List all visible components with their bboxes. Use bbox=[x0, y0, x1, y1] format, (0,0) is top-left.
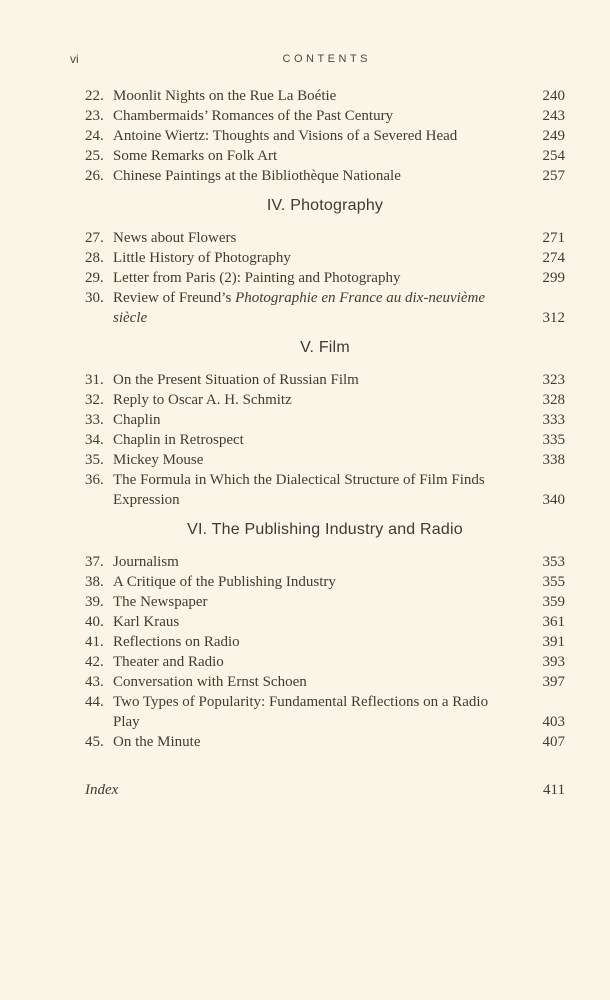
entry-page-number: 359 bbox=[542, 594, 565, 610]
entry-page-number: 243 bbox=[542, 108, 565, 124]
entry-title-line bbox=[113, 106, 525, 126]
entry-number: 31. bbox=[85, 372, 104, 388]
toc-entry bbox=[85, 86, 565, 106]
entry-title-text: Chambermaids’ Romances of the Past Century bbox=[113, 108, 394, 124]
entry-number: 27. bbox=[85, 230, 104, 246]
entry-page-number: 249 bbox=[542, 128, 565, 144]
toc-entry bbox=[85, 268, 565, 288]
entry-title-line bbox=[113, 228, 525, 248]
toc-entry bbox=[85, 106, 565, 126]
entry-number: 44. bbox=[85, 694, 104, 710]
entry-title-line bbox=[113, 126, 525, 146]
entry-title-line bbox=[113, 672, 525, 692]
running-head bbox=[70, 52, 565, 66]
section-heading: IV. Photography bbox=[266, 197, 384, 214]
entry-page-number: 407 bbox=[542, 734, 565, 750]
toc-entry bbox=[85, 166, 565, 186]
entry-title-text: Chaplin in Retrospect bbox=[113, 432, 244, 448]
entry-title bbox=[113, 166, 535, 186]
entry-number: 30. bbox=[85, 290, 104, 306]
toc-entry bbox=[85, 228, 565, 248]
back-matter-row bbox=[85, 780, 565, 800]
entry-title-line bbox=[113, 288, 525, 308]
entry-page-number: 393 bbox=[542, 654, 565, 670]
entry-number: 33. bbox=[85, 412, 104, 428]
table-of-contents bbox=[85, 86, 565, 752]
entry-number: 24. bbox=[85, 128, 104, 144]
entry-page-number: 391 bbox=[542, 634, 565, 650]
entry-number: 32. bbox=[85, 392, 104, 408]
entry-title bbox=[113, 228, 535, 248]
entry-title-line bbox=[113, 410, 525, 430]
entry-title-line bbox=[113, 86, 525, 106]
entry-page-number: 299 bbox=[542, 270, 565, 286]
toc-section bbox=[85, 520, 565, 752]
entry-title-text: Play bbox=[113, 714, 140, 730]
entry-title-text: Journalism bbox=[113, 554, 179, 570]
entry-number: 40. bbox=[85, 614, 104, 630]
entry-number: 26. bbox=[85, 168, 104, 184]
entry-title-line bbox=[113, 592, 525, 612]
toc-entry bbox=[85, 430, 565, 450]
entry-title bbox=[113, 470, 535, 510]
entry-number: 23. bbox=[85, 108, 104, 124]
entry-page-number: 353 bbox=[542, 554, 565, 570]
entry-number: 39. bbox=[85, 594, 104, 610]
entry-page-number: 328 bbox=[542, 392, 565, 408]
entry-title bbox=[113, 672, 535, 692]
entry-title bbox=[113, 106, 535, 126]
page-folio: vi bbox=[70, 52, 79, 66]
entry-page-number: 240 bbox=[542, 88, 565, 104]
running-head-title: CONTENTS bbox=[282, 53, 371, 65]
entry-page-number: 271 bbox=[542, 230, 565, 246]
toc-entry bbox=[85, 126, 565, 146]
entry-title-line bbox=[113, 490, 525, 510]
entry-title bbox=[113, 146, 535, 166]
entry-title bbox=[113, 126, 535, 146]
entry-title-line bbox=[113, 248, 525, 268]
entry-title-text: Chinese Paintings at the Bibliothèque Nationale bbox=[113, 168, 401, 184]
toc-entry bbox=[85, 248, 565, 268]
entry-title bbox=[113, 248, 535, 268]
entry-number: 38. bbox=[85, 574, 104, 590]
entry-title-line bbox=[113, 692, 525, 712]
entry-title bbox=[113, 390, 535, 410]
entry-title-line bbox=[113, 612, 525, 632]
entry-title-line bbox=[113, 430, 525, 450]
entry-title-text: Expression bbox=[113, 492, 180, 508]
index-page-number: 411 bbox=[543, 782, 565, 798]
toc-entry bbox=[85, 572, 565, 592]
entry-title-italic-text: Photographie en France au dix-neuvième bbox=[235, 290, 485, 306]
entry-title-text: News about Flowers bbox=[113, 230, 237, 246]
entry-number: 36. bbox=[85, 472, 104, 488]
entry-page-number: 254 bbox=[542, 148, 565, 164]
toc-entry bbox=[85, 632, 565, 652]
entry-number: 34. bbox=[85, 432, 104, 448]
toc-entry bbox=[85, 672, 565, 692]
toc-entry bbox=[85, 450, 565, 470]
entry-title-text: Mickey Mouse bbox=[113, 452, 204, 468]
entry-title bbox=[113, 592, 535, 612]
toc-entry bbox=[85, 692, 565, 732]
entry-title-line bbox=[113, 166, 525, 186]
entry-title-line bbox=[113, 632, 525, 652]
entry-title bbox=[113, 632, 535, 652]
toc-entry bbox=[85, 146, 565, 166]
entry-title bbox=[113, 268, 535, 288]
entry-page-number: 338 bbox=[542, 452, 565, 468]
entry-title-text: Little History of Photography bbox=[113, 250, 291, 266]
entry-title-line bbox=[113, 712, 525, 732]
toc-section bbox=[85, 196, 565, 328]
toc-entry bbox=[85, 732, 565, 752]
entry-title bbox=[113, 86, 535, 106]
entry-title-text: The Newspaper bbox=[113, 594, 208, 610]
entry-title-text: Conversation with Ernst Schoen bbox=[113, 674, 307, 690]
entry-page-number: 312 bbox=[542, 310, 565, 326]
entry-title-text: A Critique of the Publishing Industry bbox=[113, 574, 336, 590]
entry-number: 35. bbox=[85, 452, 104, 468]
entry-title-text: Moonlit Nights on the Rue La Boétie bbox=[113, 88, 337, 104]
section-heading: V. Film bbox=[300, 339, 350, 356]
entry-number: 25. bbox=[85, 148, 104, 164]
toc-section bbox=[85, 86, 565, 186]
entry-title-text: Antoine Wiertz: Thoughts and Visions of a Severed Head bbox=[113, 128, 458, 144]
entry-title-text: Reply to Oscar A. H. Schmitz bbox=[113, 392, 292, 408]
entry-title-line bbox=[113, 450, 525, 470]
entry-title-text: Letter from Paris (2): Painting and Photography bbox=[113, 270, 401, 286]
entry-number: 28. bbox=[85, 250, 104, 266]
toc-entry bbox=[85, 652, 565, 672]
entry-number: 43. bbox=[85, 674, 104, 690]
entry-number: 37. bbox=[85, 554, 104, 570]
entry-title bbox=[113, 732, 535, 752]
entry-page-number: 397 bbox=[542, 674, 565, 690]
entry-title bbox=[113, 430, 535, 450]
entry-title-text: On the Present Situation of Russian Film bbox=[113, 372, 359, 388]
entry-page-number: 257 bbox=[542, 168, 565, 184]
toc-entry bbox=[85, 288, 565, 328]
entry-title-line bbox=[113, 732, 525, 752]
entry-title bbox=[113, 370, 535, 390]
entry-page-number: 361 bbox=[542, 614, 565, 630]
entry-title bbox=[113, 552, 535, 572]
entry-title-text: On the Minute bbox=[113, 734, 201, 750]
entry-page-number: 403 bbox=[542, 714, 565, 730]
entry-number: 29. bbox=[85, 270, 104, 286]
entry-number: 45. bbox=[85, 734, 104, 750]
entry-number: 22. bbox=[85, 88, 104, 104]
entry-title bbox=[113, 652, 535, 672]
entry-title-line bbox=[113, 146, 525, 166]
entry-title bbox=[113, 572, 535, 592]
entry-title bbox=[113, 288, 535, 328]
toc-entry bbox=[85, 612, 565, 632]
entry-title-line bbox=[113, 572, 525, 592]
entry-title-text: Review of Freund’s bbox=[113, 290, 236, 306]
entry-page-number: 335 bbox=[542, 432, 565, 448]
entry-title-line bbox=[113, 652, 525, 672]
entry-title bbox=[113, 450, 535, 470]
type-area bbox=[0, 52, 610, 800]
entry-title-italic-text: siècle bbox=[113, 310, 148, 326]
entry-title-line bbox=[113, 308, 525, 328]
entry-title-text: Chaplin bbox=[113, 412, 161, 428]
entry-title bbox=[113, 410, 535, 430]
toc-entry bbox=[85, 410, 565, 430]
toc-entry bbox=[85, 592, 565, 612]
entry-title-text: Karl Kraus bbox=[113, 614, 180, 630]
entry-page-number: 333 bbox=[542, 412, 565, 428]
entry-title-line bbox=[113, 552, 525, 572]
entry-title bbox=[113, 692, 535, 732]
entry-title-text: Reflections on Radio bbox=[113, 634, 240, 650]
entry-title-line bbox=[113, 370, 525, 390]
index-title: Index bbox=[85, 782, 119, 798]
entry-page-number: 274 bbox=[542, 250, 565, 266]
entry-number: 41. bbox=[85, 634, 104, 650]
entry-title-line bbox=[113, 390, 525, 410]
entry-title-text: Some Remarks on Folk Art bbox=[113, 148, 278, 164]
entry-page-number: 323 bbox=[542, 372, 565, 388]
toc-section bbox=[85, 338, 565, 510]
section-heading: VI. The Publishing Industry and Radio bbox=[187, 521, 463, 538]
entry-page-number: 340 bbox=[542, 492, 565, 508]
entry-title bbox=[113, 612, 535, 632]
entry-title-text: Two Types of Popularity: Fundamental Reflections on a Radio bbox=[113, 694, 489, 710]
entry-number: 42. bbox=[85, 654, 104, 670]
entry-title-line bbox=[113, 470, 525, 490]
toc-entry bbox=[85, 370, 565, 390]
entry-title-text: The Formula in Which the Dialectical Structure of Film Finds bbox=[113, 472, 485, 488]
entry-title-line bbox=[113, 268, 525, 288]
entry-page-number: 355 bbox=[542, 574, 565, 590]
entry-title-text: Theater and Radio bbox=[113, 654, 224, 670]
toc-entry bbox=[85, 470, 565, 510]
toc-entry bbox=[85, 552, 565, 572]
toc-entry bbox=[85, 390, 565, 410]
